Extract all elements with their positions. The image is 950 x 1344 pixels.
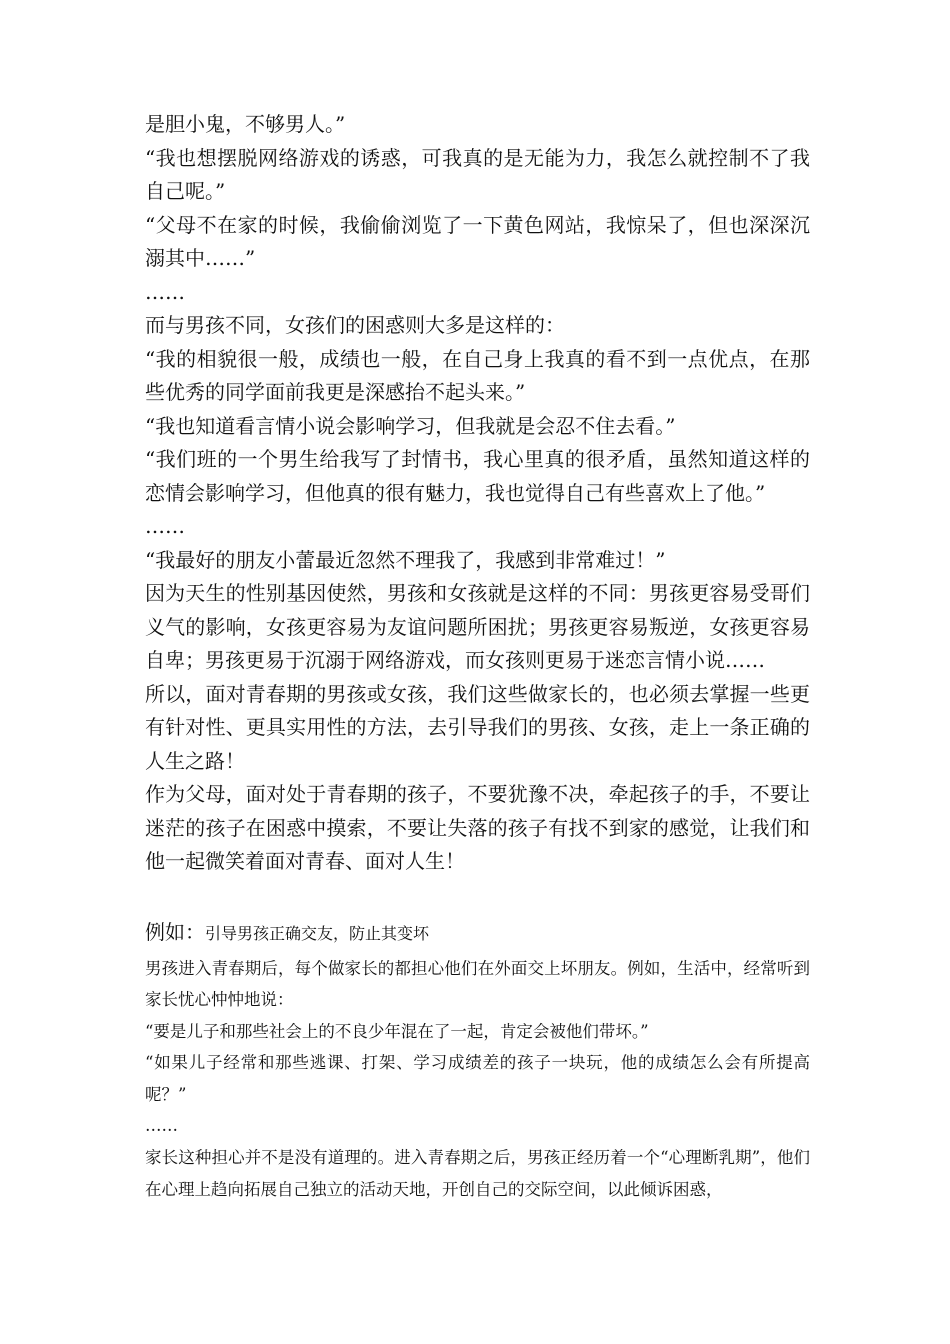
paragraph: “如果儿子经常和那些逃课、打架、学习成绩差的孩子一块玩，他的成绩怎么会有所提高呢？” bbox=[145, 1053, 810, 1104]
paragraph: “我们班的一个男生给我写了封情书，我心里真的很矛盾，虽然知道这样的恋情会影响学习，但他真的很有魅力，我也觉得自己有些喜欢上了他。” bbox=[145, 447, 810, 505]
paragraph: 男孩进入青春期后，每个做家长的都担心他们在外面交上坏朋友。例如，生活中，经常听到家长忧心忡忡地说： bbox=[145, 958, 810, 1010]
section-1 bbox=[145, 108, 810, 879]
paragraph: “我最好的朋友小蕾最近忽然不理我了，我感到非常难过！” bbox=[145, 547, 666, 572]
paragraph: “我也想摆脱网络游戏的诱惑，可我真的是无能为力，我怎么就控制不了我自己呢。” bbox=[145, 145, 810, 203]
paragraph: 作为父母，面对处于青春期的孩子，不要犹豫不决，牵起孩子的手，不要让迷茫的孩子在困惑中摸索，不要让失落的孩子有找不到家的感觉，让我们和他一起微笑着面对青春、面对人生！ bbox=[145, 782, 810, 873]
section-gap bbox=[145, 879, 810, 913]
ellipsis-line: …… bbox=[145, 514, 185, 538]
heading-prefix: 例如： bbox=[145, 919, 205, 944]
section-heading bbox=[145, 913, 810, 953]
paragraph: 是胆小鬼，不够男人。” bbox=[145, 112, 346, 136]
paragraph: 所以，面对青春期的男孩或女孩，我们这些做家长的，也必须去掌握一些更有针对性、更具实用性的方法，去引导我们的男孩、女孩，走上一条正确的人生之路！ bbox=[145, 681, 810, 773]
heading-title: 引导男孩正确交友，防止其变坏 bbox=[205, 923, 430, 943]
paragraph: “我的相貌很一般，成绩也一般，在自己身上我真的看不到一点优点，在那些优秀的同学面前我更是深感抬不起头来。” bbox=[145, 346, 810, 404]
ellipsis-line: …… bbox=[145, 1116, 178, 1136]
paragraph: “我也知道看言情小说会影响学习，但我就是会忍不住去看。” bbox=[145, 413, 676, 438]
paragraph: 而与男孩不同，女孩们的困惑则大多是这样的： bbox=[145, 313, 565, 337]
document-page bbox=[145, 108, 810, 1205]
paragraph: “要是儿子和那些社会上的不良少年混在了一起，肯定会被他们带坏。” bbox=[145, 1021, 649, 1041]
section-2 bbox=[145, 913, 810, 1206]
paragraph: 家长这种担心并不是没有道理的。进入青春期之后，男孩正经历着一个“心理断乳期”，他们在心理上趋向拓展自己独立的活动天地，开创自己的交际空间，以此倾诉困惑， bbox=[145, 1148, 810, 1199]
paragraph: “父母不在家的时候，我偷偷浏览了一下黄色网站，我惊呆了，但也深深沉溺其中……” bbox=[145, 212, 810, 270]
paragraph: 因为天生的性别基因使然，男孩和女孩就是这样的不同：男孩更容易受哥们义气的影响，女孩更容易为友谊问题所困扰；男孩更容易叛逆，女孩更容易自卑；男孩更易于沉溺于网络游戏，而女孩则更易于迷恋言情小说…… bbox=[145, 581, 810, 672]
ellipsis-line: …… bbox=[145, 279, 185, 304]
